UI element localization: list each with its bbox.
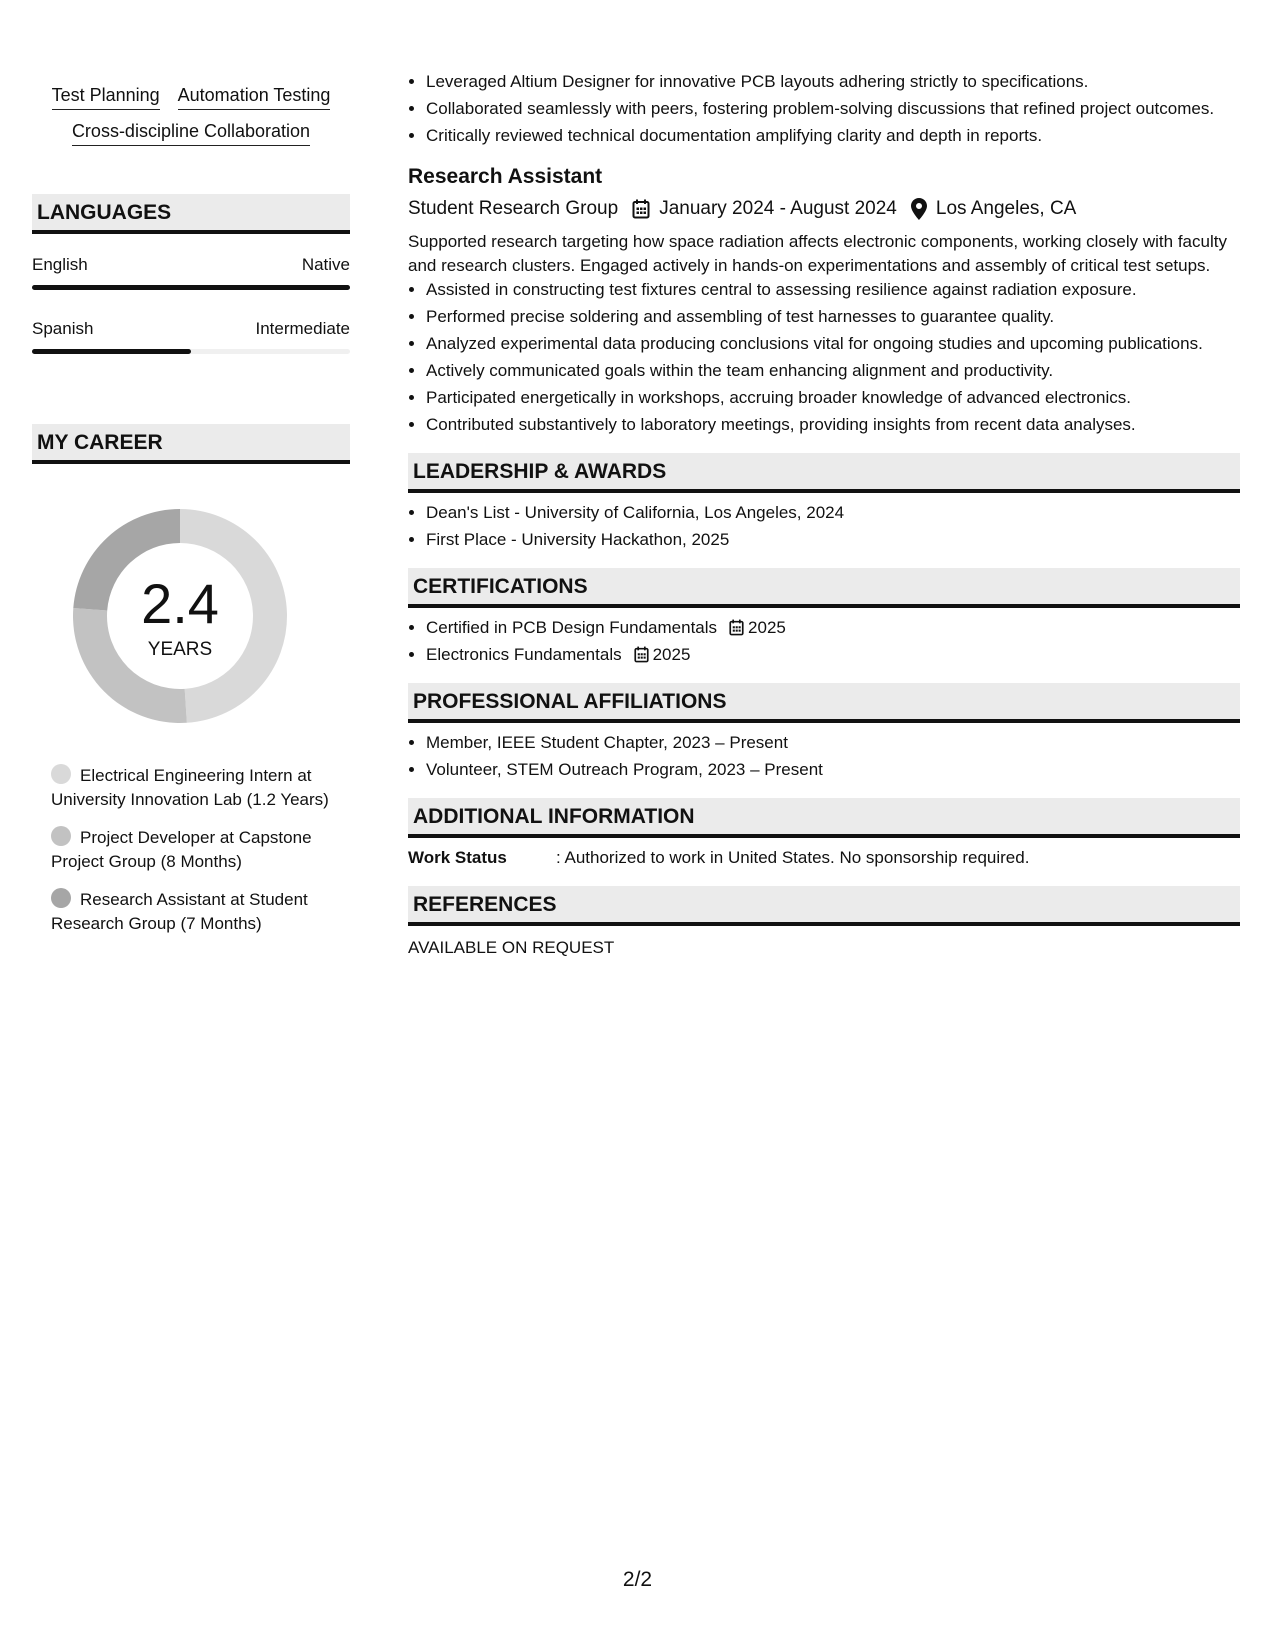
language-item: [32, 318, 350, 354]
bullet-item: • Critically reviewed technical documentation amplifying clarity and depth in reports.: [426, 124, 1240, 148]
job-location: Los Angeles, CA: [935, 198, 1077, 219]
career-section: [32, 424, 350, 936]
work-status-value: : Authorized to work in United States. No sponsorship required.: [556, 848, 1030, 867]
legend-dot: [51, 764, 71, 784]
additional-info-heading: ADDITIONAL INFORMATION: [408, 798, 1240, 838]
certifications-section: [408, 568, 1240, 667]
bullet-item: • Leveraged Altium Designer for innovative PCB layouts adhering strictly to specifications.: [426, 70, 1240, 94]
bullet-item: • Performed precise soldering and assembling of test harnesses to guarantee quality.: [426, 305, 1240, 329]
left-column: [32, 70, 350, 950]
career-heading: MY CAREER: [32, 424, 350, 464]
career-legend-item: [51, 826, 331, 874]
certification-year: 2025: [652, 645, 691, 664]
job-description: Supported research targeting how space radiation affects electronic components, working closely with faculty and research clusters. Engaged actively in hands-on experimentations and assembly of critical test setups.: [408, 232, 1227, 275]
certifications-heading: CERTIFICATIONS: [408, 568, 1240, 608]
job-dates: January 2024 - August 2024: [659, 198, 897, 219]
language-item: [32, 254, 350, 290]
legend-dot: [51, 826, 71, 846]
job-title: Research Assistant: [408, 165, 603, 188]
previous-job-bullets: [408, 70, 1240, 148]
language-bar: [32, 349, 350, 354]
certification-name: Electronics Fundamentals: [426, 645, 622, 664]
awards-section: [408, 453, 1240, 552]
bullet-item: • Analyzed experimental data producing conclusions vital for ongoing studies and upcoming publications.: [426, 332, 1240, 356]
career-unit: YEARS: [147, 639, 213, 660]
skill-tag: Cross-discipline Collaboration: [72, 120, 310, 146]
languages-section: [32, 194, 350, 354]
legend-text: Project Developer at Capstone Project Group (8 Months): [51, 828, 312, 871]
bullet-item: • Actively communicated goals within the team enhancing alignment and productivity.: [426, 359, 1240, 383]
language-level: Native: [301, 255, 350, 274]
language-name: Spanish: [32, 319, 94, 338]
bullet-item: • Participated energetically in workshops, accruing broader knowledge of advanced electronics.: [426, 386, 1240, 410]
certification-item: [426, 643, 1240, 667]
award-item: • First Place - University Hackathon, 2025: [426, 528, 1240, 552]
career-legend: [32, 764, 331, 936]
certification-name: Certified in PCB Design Fundamentals: [426, 618, 718, 637]
additional-info-section: [408, 798, 1240, 870]
skill-tag: Automation Testing: [178, 84, 331, 110]
award-item: • Dean's List - University of California, Los Angeles, 2024: [426, 501, 1240, 525]
affiliations-section: [408, 683, 1240, 782]
legend-text: Electrical Engineering Intern at University Innovation Lab (1.2 Years): [51, 766, 329, 809]
language-name: English: [32, 255, 88, 274]
languages-heading: LANGUAGES: [32, 194, 350, 234]
bullet-item: • Contributed substantively to laboratory meetings, providing insights from recent data analyses.: [426, 413, 1240, 437]
calendar-icon: [729, 619, 744, 636]
references-section: [408, 886, 1240, 960]
affiliation-item: • Member, IEEE Student Chapter, 2023 – Present: [426, 731, 1240, 755]
awards-heading: LEADERSHIP & AWARDS: [408, 453, 1240, 493]
job-entry: [408, 164, 1240, 437]
bullet-item: • Collaborated seamlessly with peers, fostering problem-solving discussions that refined project outcomes.: [426, 97, 1240, 121]
calendar-icon: [634, 646, 649, 663]
career-legend-item: [51, 764, 331, 812]
page-number: 2/2: [622, 1568, 653, 1591]
career-total: 2.4: [141, 572, 219, 635]
affiliation-item: • Volunteer, STEM Outreach Program, 2023 – Present: [426, 758, 1240, 782]
skill-tag: Test Planning: [52, 84, 160, 110]
work-status-label: Work Status: [408, 848, 507, 867]
legend-dot: [51, 888, 71, 908]
legend-text: Research Assistant at Student Research Group (7 Months): [51, 890, 308, 933]
references-heading: REFERENCES: [408, 886, 1240, 926]
job-company: Student Research Group: [408, 198, 619, 219]
career-legend-item: [51, 888, 331, 936]
right-column: [408, 70, 1240, 960]
skills-tags: [32, 70, 350, 146]
language-bar: [32, 285, 350, 290]
location-pin-icon: [911, 198, 927, 220]
language-bar-fill: [32, 285, 350, 290]
certification-item: [426, 616, 1240, 640]
language-level: Intermediate: [255, 319, 350, 338]
affiliations-heading: PROFESSIONAL AFFILIATIONS: [408, 683, 1240, 723]
certification-year: 2025: [748, 618, 786, 637]
language-bar-fill: [32, 349, 191, 354]
calendar-icon: [632, 199, 650, 219]
references-text: AVAILABLE ON REQUEST: [408, 938, 615, 957]
job-bullets: [408, 278, 1240, 437]
career-donut: [66, 502, 294, 730]
bullet-item: • Assisted in constructing test fixtures central to assessing resilience against radiation exposure.: [426, 278, 1240, 302]
job-meta: [408, 196, 1240, 222]
